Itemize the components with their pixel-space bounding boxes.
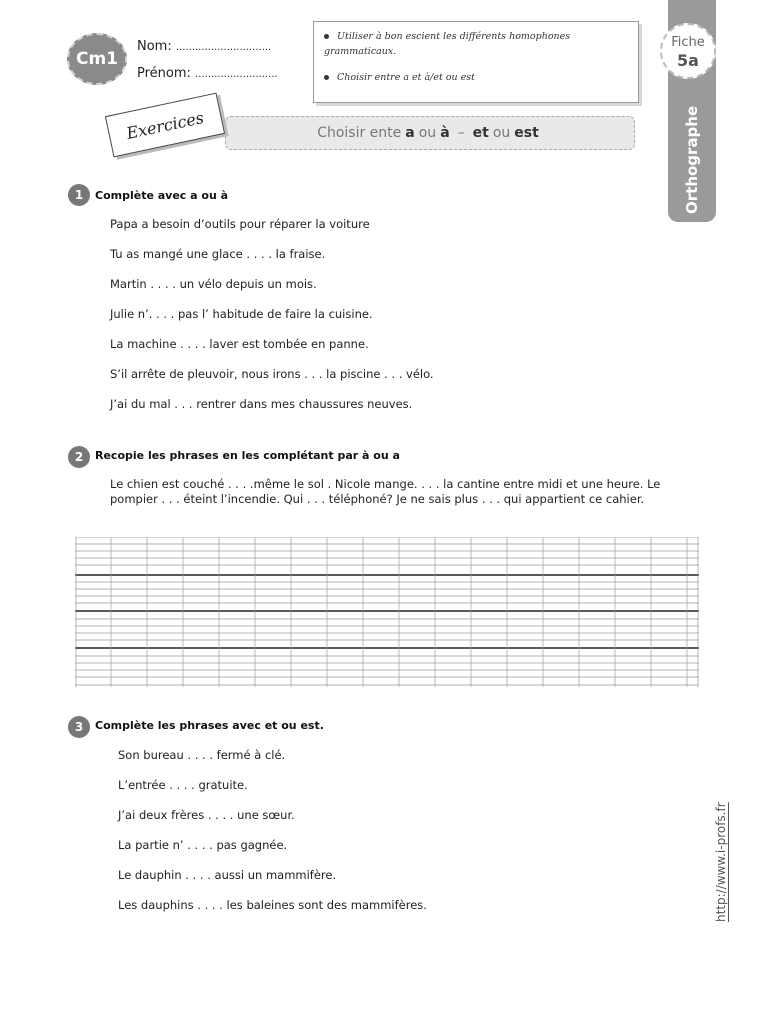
exercise-1-sentence: La machine . . . . laver est tombée en panne. [110,337,369,351]
exercise-2-paragraph: Le chien est couché . . . .même le sol . Nicole mange. . . . la cantine entre midi et une heure. Le pompier . . . éteint l’incendie. Qui . . . téléphoné? Je ne sais plus . . . qui appartient ce cahier. [110,477,661,506]
objective-item [324,29,624,59]
subject-label: Orthographe [683,105,701,215]
objective-text: Choisir entre a et à/et ou est [337,72,476,83]
website-link[interactable]: http://www.i-profs.fr [714,802,728,923]
exercise-3-instruction: Complète les phrases avec et ou est. [95,719,324,732]
exercise-3-number: 3 [68,716,90,738]
bullet-icon [324,75,329,80]
exercise-1-instruction: Complète avec a ou à [95,189,229,202]
objective-item [324,70,475,85]
exercise-1-sentence: J’ai du mal . . . rentrer dans mes chaussures neuves. [110,397,413,411]
exercise-3-sentence: Son bureau . . . . fermé à clé. [118,748,286,762]
first-name-field [137,66,278,81]
exercise-1-sentence: S’il arrête de pleuvoir, nous irons . . . la piscine . . . vélo. [110,367,434,381]
title-keyword: et [472,125,489,141]
title-text: ou [418,125,437,141]
exercise-1-sentence: Martin . . . . un vélo depuis un mois. [110,277,317,291]
exercise-2-instruction: Recopie les phrases en les complétant par à ou a [95,449,400,462]
exercise-3-sentence: Le dauphin . . . . aussi un mammifère. [118,868,337,882]
objectives-box [313,21,639,103]
title-keyword: est [514,125,539,141]
worksheet-title [225,116,635,150]
exercise-1-sentence: Papa a besoin d’outils pour réparer la voiture [110,217,370,231]
title-text: Choisir ente [317,125,402,141]
first-name-blank: .......................... [195,69,278,80]
objective-text: Utiliser à bon escient les différents homophones grammaticaux. [324,31,571,57]
bullet-icon [324,34,329,39]
exercise-3-sentence: L’entrée . . . . gratuite. [118,778,248,792]
exercise-1-sentence: Julie n’. . . . pas l’ habitude de faire la cuisine. [110,307,373,321]
title-keyword: à [440,125,450,141]
level-badge: Cm1 [67,33,127,85]
title-text: ou [492,125,511,141]
exercise-3-sentence: Les dauphins . . . . les baleines sont des mammifères. [118,898,427,912]
name-blank: .............................. [175,42,272,53]
writing-grid [75,537,699,687]
fiche-label: Fiche [671,35,705,50]
exercise-3-sentence: La partie n’ . . . . pas gagnée. [118,838,288,852]
exercises-tag: Exercices [105,93,225,158]
title-keyword: a [405,125,415,141]
name-field [137,39,271,54]
exercise-1-number: 1 [68,184,90,206]
first-name-label: Prénom: [137,66,191,81]
exercise-2-number: 2 [68,446,90,468]
fiche-badge [660,23,716,79]
fiche-number: 5a [677,51,699,70]
exercise-3-sentence: J’ai deux frères . . . . une sœur. [118,808,295,822]
exercise-1-sentence: Tu as mangé une glace . . . . la fraise. [110,247,326,261]
name-label: Nom: [137,39,172,54]
title-dash: – [457,125,465,141]
